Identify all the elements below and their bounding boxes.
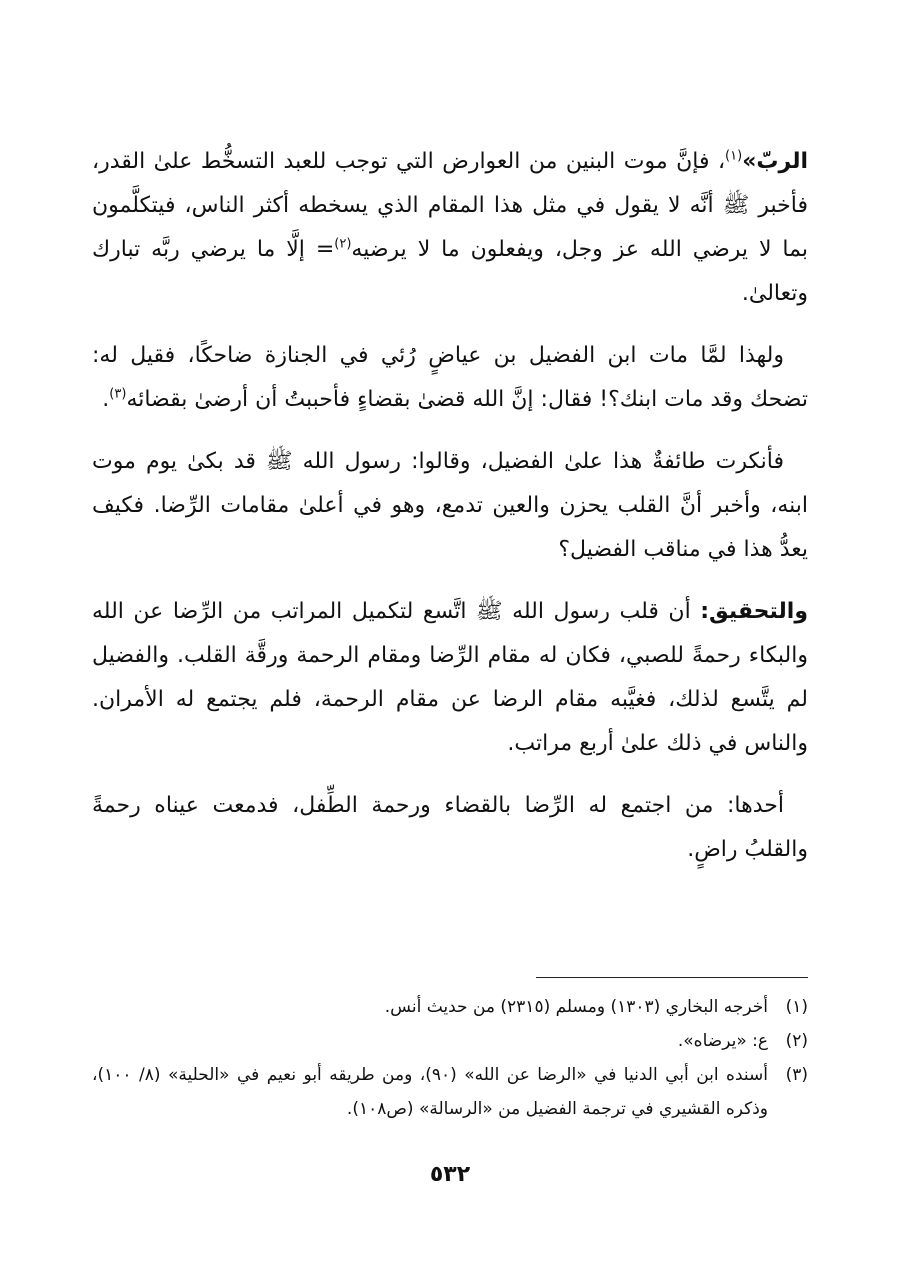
paragraph-5-text: أحدها: من اجتمع له الرِّضا بالقضاء ورحمة الطِّفل، فدمعت عيناه رحمةً والقلبُ راضٍ.	[92, 793, 808, 862]
paragraph-2-text: ولهذا لمَّا مات ابن الفضيل بن عياضٍ رُئي في الجنازة ضاحكًا، فقيل له: تضحك وقد مات ابنك؟! فقال: إنَّ الله قضىٰ بقضاءٍ فأحببتُ أن أرضىٰ بقضائه	[92, 343, 808, 412]
footnote-ref-1[interactable]: (١)	[725, 148, 743, 164]
page-number: ٥٣٢	[429, 1162, 471, 1187]
paragraph-1	[92, 140, 808, 316]
paragraph-3	[92, 440, 808, 572]
footnote-text: أخرجه البخاري (١٣٠٣) ومسلم (٢٣١٥) من حديث أنس.	[384, 997, 768, 1017]
footnote-divider	[536, 977, 808, 978]
footnote-number: (٣)	[785, 1065, 808, 1085]
paragraph-1-lead: الربّ»	[742, 149, 808, 174]
paragraph-5	[92, 784, 808, 872]
footnote-2	[92, 1024, 808, 1058]
paragraph-1-text: ، فإنَّ موت البنين من العوارض التي توجب للعبد التسخُّط علىٰ القدر، فأخبر ﷺ أنَّه لا يقول في مثل هذا المقام الذي يسخطه أكثر الناس، فيتكلَّمون بما لا يرضي الله عز وجل، ويفعلون ما لا يرضيه	[92, 149, 808, 262]
footnote-3	[92, 1058, 808, 1126]
paragraph-1-text-end: = إلَّا ما يرضي ربَّه تبارك وتعالىٰ.	[92, 237, 808, 306]
footnote-1	[92, 990, 808, 1024]
footnotes	[92, 990, 808, 1126]
paragraph-2-end: .	[102, 387, 110, 412]
paragraph-4-lead: والتحقيق:	[700, 599, 808, 624]
footnote-text: ع: «يرضاه».	[677, 1031, 768, 1051]
main-text	[92, 140, 808, 890]
paragraph-2	[92, 334, 808, 422]
paragraph-4-text: أن قلب رسول الله ﷺ اتَّسع لتكميل المراتب من الرِّضا عن الله والبكاء رحمةً للصبي، فكان له مقام الرِّضا ومقام الرحمة ورقَّة القلب. والفضيل لم يتَّسع لذلك، فغيَّبه مقام الرضا عن مقام الرحمة، فلم يجتمع له الأمران. والناس في ذلك علىٰ أربع مراتب.	[92, 599, 808, 756]
footnote-text: أسنده ابن أبي الدنيا في «الرضا عن الله» (٩٠)، ومن طريقه أبو نعيم في «الحلية» (٨/ ١٠٠)، وذكره القشيري في ترجمة الفضيل من «الرسالة» (ص١٠٨).	[92, 1065, 768, 1119]
footnote-ref-3[interactable]: (٣)	[109, 386, 127, 402]
footnote-number: (١)	[785, 997, 808, 1017]
footnote-number: (٢)	[785, 1031, 808, 1051]
paragraph-4	[92, 590, 808, 766]
footnote-ref-2[interactable]: (٢)	[334, 236, 352, 252]
paragraph-3-text: فأنكرت طائفةٌ هذا علىٰ الفضيل، وقالوا: رسول الله ﷺ قد بكىٰ يوم موت ابنه، وأخبر أنَّ القلب يحزن والعين تدمع، وهو في أعلىٰ مقامات الرِّضا. فكيف يعدُّ هذا في مناقب الفضيل؟	[92, 449, 808, 562]
